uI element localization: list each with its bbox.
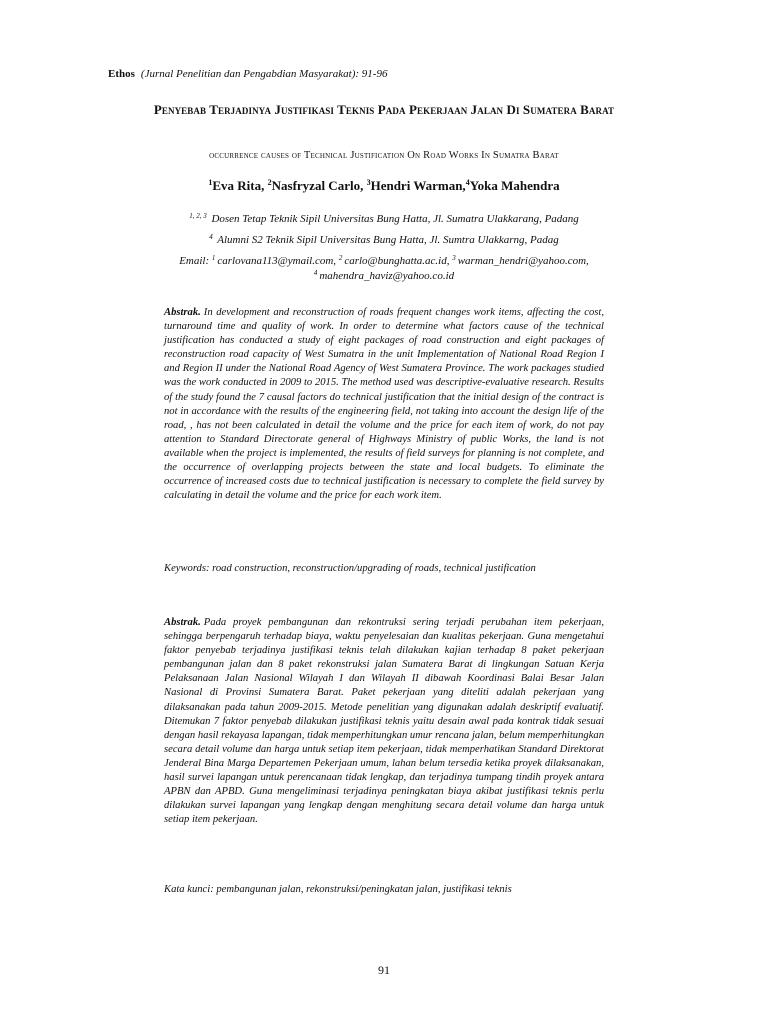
journal-name: Ethos <box>108 68 135 80</box>
author-1-sup: 1 <box>208 178 213 187</box>
abstract-english-head: Abstrak. <box>164 307 201 318</box>
email-3-sup: 3 <box>452 254 456 262</box>
page-number: 91 <box>378 963 390 977</box>
email-label: Email: <box>179 255 210 267</box>
abstract-indonesian-text: Pada proyek pembangunan dan rekontruksi sering terjadi perubahan item pekerjaan, sehingga berpengaruh terhadap biaya, waktu penyelesaian dan kualitas pekerjaan. Guna mengetahui faktor penyebab terjadinya justifikasi teknis telah dilakukan kajian terhadap 8 paket pekerjaan pembangunan jalan dan 8 paket rekonstruksi jalan Sumatera Barat di lingkungan Satuan Kerja Pelaksanaan Jalan Nasional Wilayah I dan Wilayah II dibawah Koordinasi Balai Besar Jalan Nasional di Provinsi Sumatera Barat. Paket pekerjaan yang diteliti adalah pekerjaan yang dilaksanakan pada tahun 2009-2015. Metode penelitian yang digunakan adalah deskriptif evaluatif. Ditemukan 7 faktor penyebab dilakukan justifikasi teknis yaitu desain awal pada kontrak tidak sesuai dengan hasil rekayasa lapangan, tidak memperhitungkan umur rencana jalan, belum memperhitungkan secara detail volume dan harga untuk setiap item pekerjaan, tidak memperhatikan Standard Direktorat Jenderal Bina Marga Departemen Pekerjaan umum, lahan belum tersedia ketika proyek dilaksanakan, hasil survei lapangan untuk perencanaan tidak lengkap, dan terjadinya tumpang tindih proyek antara APBN dan APBD. Guna mengeliminasi terjadinya peningkatan biaya akibat justifikasi teknis perlu dilakukan survei lapangan yang lengkap dengan menghitung secara detail volume dan harga untuk setiap item pekerjaan. <box>164 617 604 826</box>
affiliation-1-text: Dosen Tetap Teknik Sipil Universitas Bung Hatta, Jl. Sumatra Ulakkarang, Padang <box>211 213 579 225</box>
author-3-name: Hendri Warman, <box>370 178 466 193</box>
email-4-sup: 4 <box>313 269 318 277</box>
affiliation-2-text: Alumni S2 Teknik Sipil Universitas Bung Hatta, Jl. Sumtra Ulakkarng, Padag <box>217 234 559 246</box>
keywords-indonesian: Kata kunci: pembangunan jalan, rekonstruksi/peningkatan jalan, justifikasi teknis <box>164 884 512 895</box>
email-1[interactable]: carlovana113@ymail.com, <box>217 255 337 267</box>
paper-english-title: occurrence causes of Technical Justification On Road Works In Sumatra Barat <box>209 150 559 161</box>
email-4[interactable]: mahendra_haviz@yahoo.co.id <box>319 270 455 282</box>
email-line-2 <box>110 266 658 283</box>
author-4-sup: 4 <box>465 178 470 187</box>
running-head <box>108 67 387 81</box>
paper-title: Penyebab Terjadinya Justifikasi Teknis Pada Pekerjaan Jalan Di Sumatera Barat <box>153 102 615 117</box>
affiliation-1-sup: 1, 2, 3 <box>189 212 207 220</box>
email-3[interactable]: warman_hendri@yahoo.com, <box>457 255 589 267</box>
author-1-name: Eva Rita, <box>212 178 265 193</box>
author-list <box>110 174 658 195</box>
journal-subtitle: (Jurnal Penelitian dan Pengabdian Masyarakat): 91-96 <box>140 68 388 80</box>
email-1-sup: 1 <box>211 254 216 262</box>
abstract-english <box>164 306 604 503</box>
author-2-name: Nasfryzal Carlo, <box>271 178 364 193</box>
affiliation-2 <box>110 230 658 247</box>
abstract-english-text: In development and reconstruction of roads frequent changes work items, affecting the cost, turnaround time and quality of work. In order to determine what factors cause of the technical justification has conducted a study of eight packages of road construction and eight packages of reconstruction road capacity of West Sumatra in the unit Implementation of National Road Region I and Region II under the National Road Agency of West Sumatera Province. The work packages studied was the work conducted in 2009 to 2015. The method used was descriptive-evaluative research. Results of the study found the 7 causal factors do technical justification that the initial design of the contract is not in accordance with the results of the engineering field, not taking into account the design life of the road, , has not been calculated in detail the volume and the price for each item of work, do not pay attention to Standard Directorate general of Highways Ministry of public Works, the land is not available when the project is implemented, the results of field surveys for planning is not complete, and the occurrence of overlapping projects between the state and local budgets. To eliminate the occurrence of increased costs due to technical justification is necessary to complete the field survey by calculating in detail the volume and the price for each work item. <box>164 307 604 502</box>
email-2-sup: 2 <box>338 254 343 262</box>
abstract-indonesian-head: Abstrak. <box>164 617 201 628</box>
author-3-sup: 3 <box>366 178 371 187</box>
affiliation-1 <box>110 209 658 226</box>
author-2-sup: 2 <box>267 178 272 187</box>
author-4-name: Yoka Mahendra <box>469 178 560 193</box>
keywords-english: Keywords: road construction, reconstruction/upgrading of roads, technical justification <box>164 563 536 574</box>
email-2[interactable]: carlo@bunghatta.ac.id, <box>344 255 450 267</box>
affiliation-2-sup: 4 <box>209 233 213 241</box>
abstract-indonesian <box>164 616 604 827</box>
